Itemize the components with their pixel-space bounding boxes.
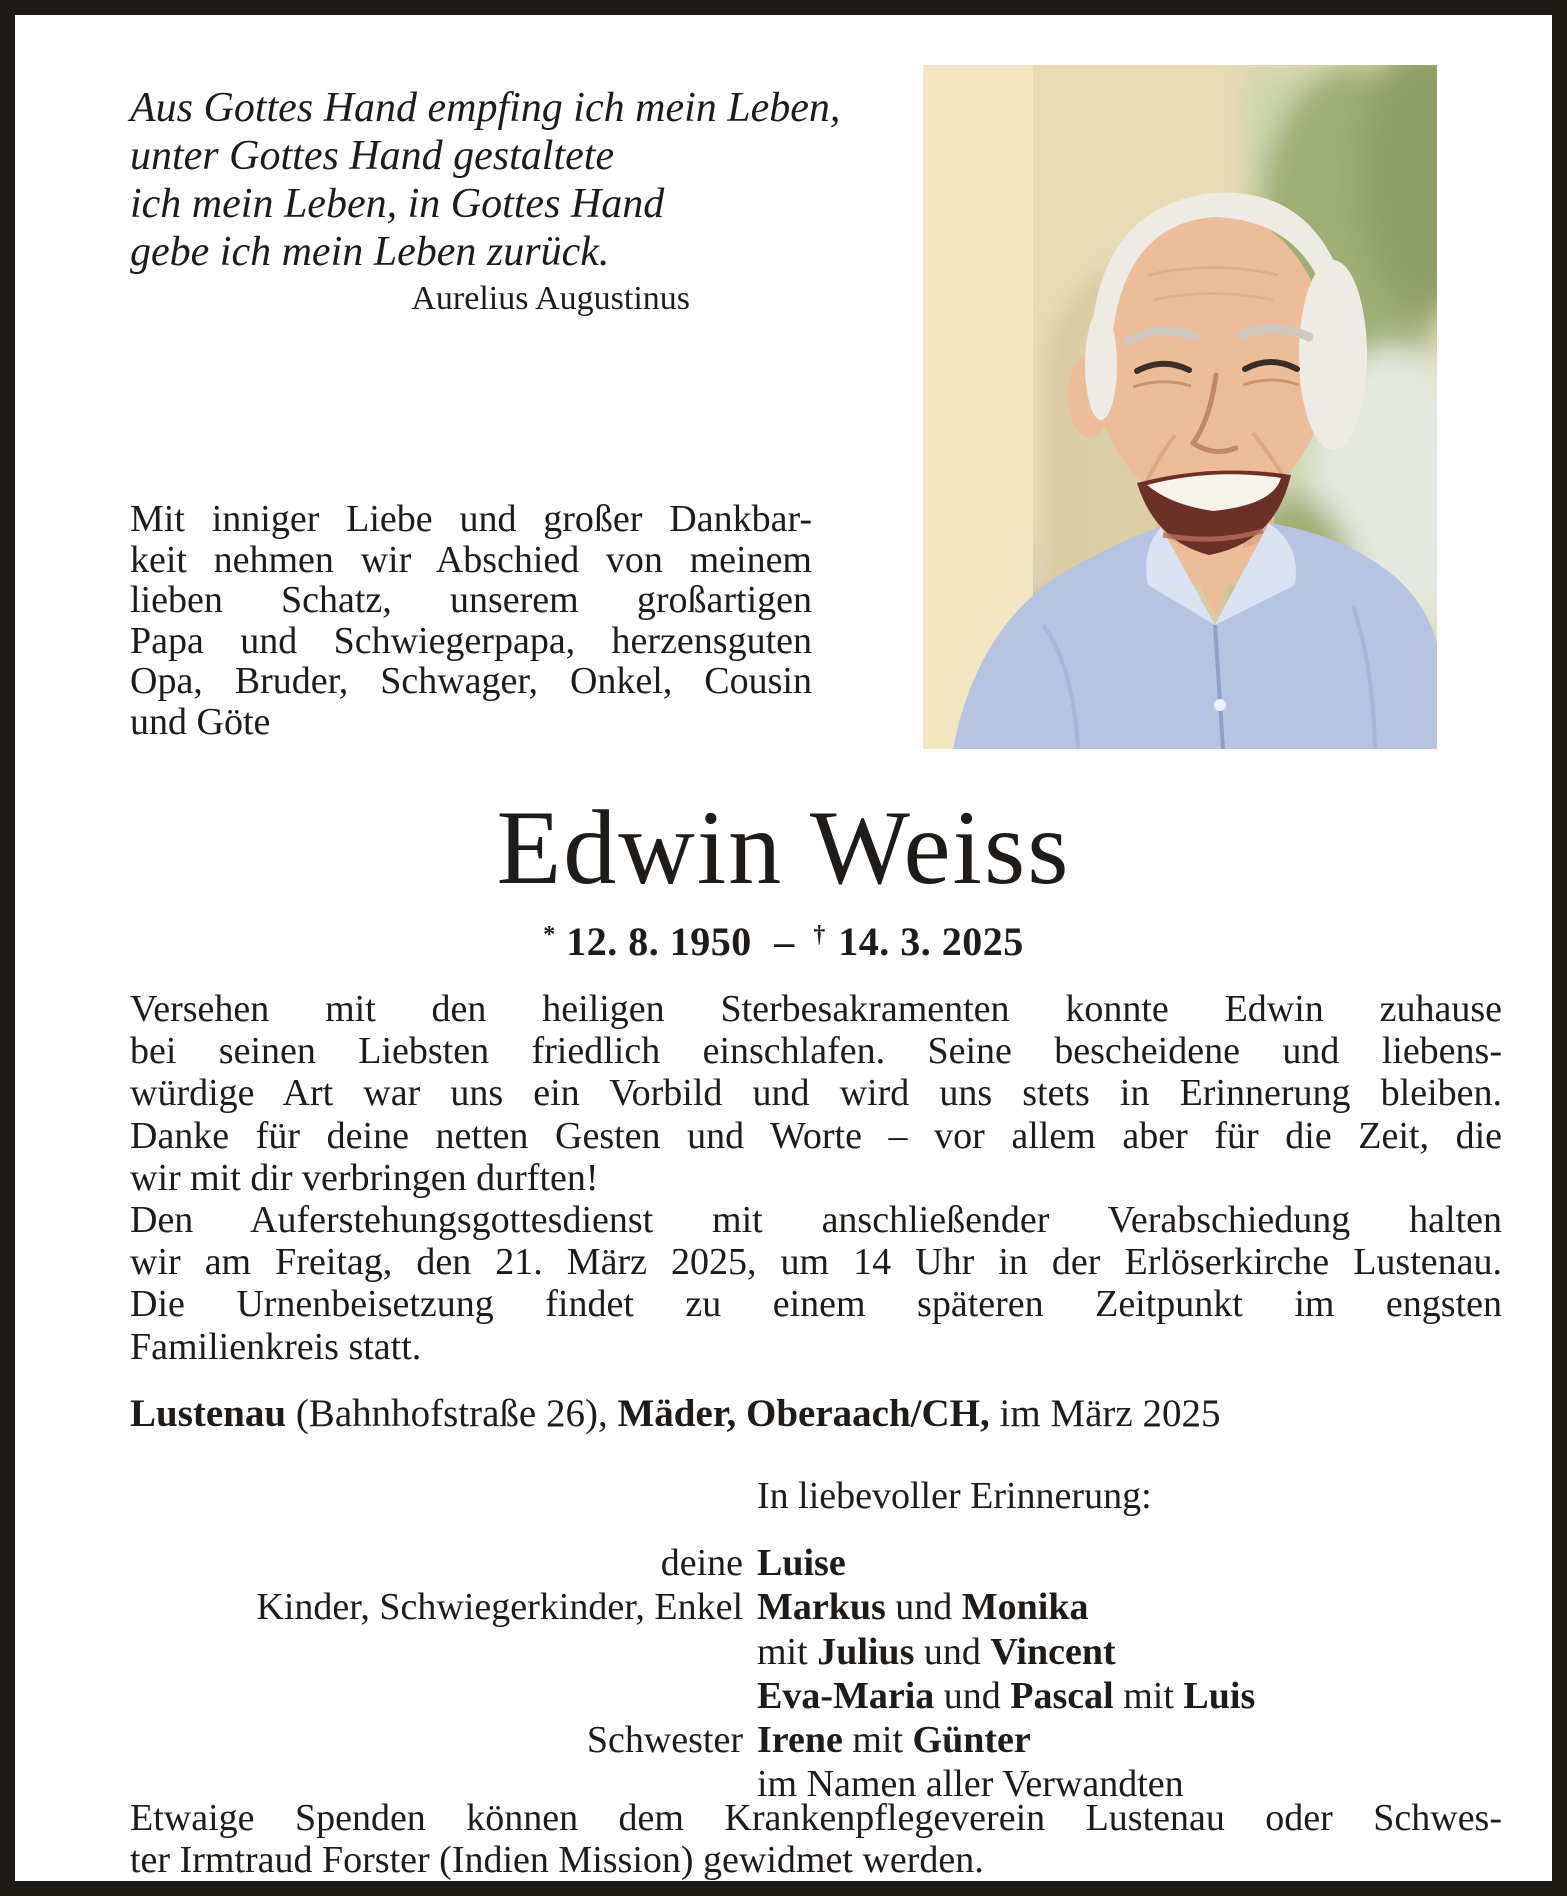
- bold-name-segment: Lustenau: [130, 1392, 287, 1435]
- text-segment: mit: [757, 1630, 818, 1673]
- bold-name-segment: Mäder, Oberaach/CH,: [617, 1392, 990, 1435]
- text-line: Etwaige Spenden können dem Krankenpflegeverein Lustenau oder Schwes-: [130, 1797, 1502, 1839]
- text-segment: im Namen aller Verwandten: [757, 1763, 1184, 1806]
- mourner-names: [757, 1674, 1502, 1718]
- text-line: Den Auferstehungsgottesdienst mit anschließender Verabschiedung halten: [130, 1199, 1502, 1242]
- mourner-names: [757, 1585, 1502, 1629]
- mourner-role: Kinder, Schwiegerkinder, Enkel: [256, 1586, 743, 1629]
- text-line: unter Gottes Hand gestaltete: [130, 133, 615, 179]
- text-line: keit nehmen wir Abschied von meinem: [130, 538, 812, 581]
- text-segment: mit: [842, 1719, 913, 1762]
- text-line: wir mit dir verbringen durften!: [130, 1156, 599, 1199]
- memorial-quote: [130, 84, 841, 276]
- text-segment: im März 2025: [989, 1392, 1221, 1435]
- mourner-role: deine: [660, 1542, 743, 1585]
- text-line: Familienkreis statt.: [130, 1325, 422, 1368]
- mourner-row: [130, 1585, 1502, 1629]
- death-cross-symbol: †: [813, 922, 826, 948]
- location-date-line: [130, 1392, 1502, 1436]
- text-line: ich mein Leben, in Gottes Hand: [130, 181, 665, 227]
- bold-name-segment: Irene: [757, 1719, 843, 1762]
- birth-star-symbol: *: [543, 922, 556, 948]
- text-segment: mit: [1113, 1674, 1184, 1717]
- bold-name-segment: Eva-Maria: [757, 1674, 935, 1717]
- mourner-role: [130, 1630, 743, 1674]
- remembrance-block: [130, 1474, 1502, 1806]
- text-line: würdige Art war uns ein Vorbild und wird uns stets in Erinnerung bleiben.: [130, 1072, 1502, 1115]
- mourner-role: [130, 1674, 743, 1718]
- text-line: Mit inniger Liebe und großer Dankbar-: [130, 498, 812, 540]
- text-line: bei seinen Liebsten friedlich einschlafen. Seine bescheidene und liebens-: [130, 1030, 1502, 1073]
- text-line: Papa und Schwiegerpapa, herzensguten: [130, 619, 812, 662]
- remembrance-heading: In liebevoller Erinnerung:: [757, 1475, 1152, 1517]
- mourner-role: Schwester: [586, 1719, 743, 1762]
- life-dates: [130, 913, 1437, 964]
- mourner-row: [130, 1541, 1502, 1585]
- intro-text: [130, 499, 812, 742]
- text-line: Opa, Bruder, Schwager, Onkel, Cousin: [130, 660, 812, 702]
- mourners-list: [130, 1541, 1502, 1806]
- portrait-photo-graphic: [923, 65, 1437, 749]
- text-line: Die Urnenbeisetzung findet zu einem späteren Zeitpunkt im engsten: [130, 1283, 1502, 1326]
- obituary-paragraph-1: [130, 988, 1502, 1199]
- bold-name-segment: Julius: [817, 1630, 915, 1673]
- text-segment: und: [934, 1674, 1011, 1717]
- mourner-names: [757, 1630, 1502, 1674]
- death-date: 14. 3. 2025: [838, 919, 1024, 965]
- mourner-names: [757, 1718, 1502, 1762]
- text-segment: (Bahnhofstraße 26),: [286, 1392, 618, 1435]
- mourner-row: [130, 1718, 1502, 1762]
- text-line: Aus Gottes Hand empfing ich mein Leben,: [130, 85, 841, 131]
- bold-name-segment: Monika: [961, 1586, 1089, 1629]
- birth-date: 12. 8. 1950: [566, 919, 752, 965]
- text-line: Versehen mit den heiligen Sterbesakramenten konnte Edwin zuhause: [130, 988, 1502, 1030]
- bold-name-segment: Pascal: [1010, 1674, 1114, 1717]
- text-line: wir am Freitag, den 21. März 2025, um 14 Uhr in der Erlöserkirche Lustenau.: [130, 1241, 1502, 1284]
- mourner-row: [130, 1674, 1502, 1718]
- bold-name-segment: Günter: [912, 1719, 1031, 1762]
- bold-name-segment: Vincent: [990, 1630, 1116, 1673]
- donation-note: [130, 1797, 1502, 1881]
- text-line: und Göte: [130, 700, 271, 743]
- deceased-block: [130, 789, 1437, 965]
- obituary-text: [130, 988, 1502, 1368]
- text-segment: und: [914, 1630, 991, 1673]
- portrait-photo: [923, 65, 1437, 749]
- text-line: gebe ich mein Leben zurück.: [130, 229, 610, 275]
- mourner-row: [130, 1630, 1502, 1674]
- text-segment: und: [885, 1586, 962, 1629]
- bold-name-segment: Luis: [1183, 1674, 1256, 1717]
- bold-name-segment: Markus: [757, 1586, 886, 1629]
- quote-attribution: Aurelius Augustinus: [411, 280, 690, 317]
- obituary-paragraph-2: [130, 1199, 1502, 1368]
- text-line: lieben Schatz, unserem großartigen: [130, 579, 812, 621]
- deceased-name: Edwin Weiss: [496, 789, 1071, 906]
- bold-name-segment: Luise: [757, 1542, 846, 1585]
- text-line: Danke für deine netten Gesten und Worte – vor allem aber für die Zeit, die: [130, 1114, 1502, 1157]
- date-separator: –: [774, 919, 795, 965]
- mourner-names: [757, 1541, 1502, 1585]
- text-line: ter Irmtraud Forster (Indien Mission) gewidmet werden.: [130, 1839, 984, 1881]
